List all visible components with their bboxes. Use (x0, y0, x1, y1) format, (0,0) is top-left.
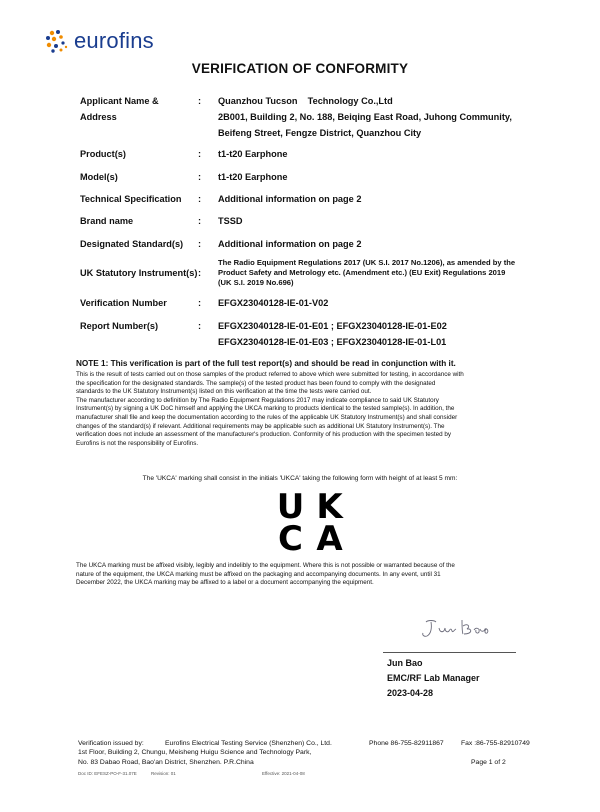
brand-label: Brand name (80, 216, 134, 226)
note-line: changes of the standard(s) if relevant. Additional requirements may be applicable such as additional UK Statutory Instrument(s). The (76, 422, 445, 430)
models-label: Model(s) (80, 172, 118, 182)
ukca-letter-k: K (316, 487, 343, 527)
eurofins-logo (44, 28, 204, 58)
note-line: standards to the UK Statutory Instrument(s) listed on this verification at the time the tests were carried out. (76, 388, 372, 396)
colon: : (198, 321, 202, 331)
applicant-address-line1: 2B001, Building 2, No. 188, Beiqing East Road, Juhong Community, (218, 112, 512, 122)
note-line: manufacturer shall file and keep the documentation according to the rules of the applicable UK Statutory Instrument(s) and shall consider (76, 413, 458, 421)
reports-label: Report Number(s) (80, 321, 159, 331)
standards-value: Additional information on page 2 (218, 239, 362, 249)
note-line: This is the result of tests carried out on those samples of the product referred to above which were submitted for testing, in accordance with (76, 371, 464, 378)
products-value: t1-t20 Earphone (218, 149, 288, 159)
eurofins-dots-icon (44, 28, 70, 54)
signer-name: Jun Bao (387, 658, 423, 668)
report-numbers-line2: EFGX23040128-IE-01-E03 ; EFGX23040128-IE-01-L01 (218, 337, 447, 347)
applicant-label-line2: Address (80, 112, 117, 122)
statutory-line1: The Radio Equipment Regulations 2017 (UK S.I. 2017 No.1206), as amended by the (218, 258, 516, 267)
note-line: verification does not include an assessment of the manufacturer's production. Conformity of his production with the specimen tested by (76, 431, 452, 439)
document-title: VERIFICATION OF CONFORMITY (191, 61, 409, 76)
applicant-label-line1: Applicant Name & (80, 96, 159, 106)
ukca-statement: The 'UKCA' marking shall consist in the initials 'UKCA' taking the following form with height of at least 5 mm: (142, 475, 458, 482)
effective-date: Effective: 2021-04-08 (262, 771, 305, 776)
statutory-label: UK Statutory Instrument(s) (80, 268, 198, 278)
note-line: Eurofins is not the responsibility of Eurofins. (76, 439, 199, 447)
colon: : (198, 216, 202, 226)
technical-label: Technical Specification (80, 194, 182, 204)
ukca-letter-c: C (278, 519, 303, 559)
reports-value (218, 318, 558, 350)
applicant-label (80, 93, 200, 125)
affix-line: nature of the equipment, the UKCA marking must be affixed on the packaging and accompanying documents. In any event, until 31 (76, 570, 441, 578)
ukca-letter-a: A (316, 519, 343, 559)
applicant-name: Quanzhou Tucson Technology Co.,Ltd (218, 96, 393, 106)
ukca-letter-u: U (276, 487, 305, 527)
colon: : (198, 298, 202, 308)
applicant-value (218, 93, 558, 141)
colon: : (198, 268, 202, 278)
fax-number: Fax :86-755-82910749 (461, 740, 530, 747)
statutory-value (218, 258, 558, 288)
signer-role: EMC/RF Lab Manager (387, 673, 480, 683)
logo-text: eurofins (74, 28, 154, 53)
note-line: The manufacturer according to definition by The Radio Equipment Regulations 2017 may indicate compliance to said UK Statutory (76, 396, 439, 404)
footer-address-line2: No. 83 Dabao Road, Bao'an District, Shenzhen. P.R.China (78, 759, 254, 766)
affix-line: The UKCA marking must be affixed visibly, legibly and indelibly to the equipment. Where this is not possible or warranted because of the (76, 562, 455, 569)
issuer-name: Eurofins Electrical Testing Service (Shenzhen) Co., Ltd. (165, 740, 332, 747)
colon: : (198, 96, 202, 106)
colon: : (198, 239, 202, 249)
statutory-line2: Product Safety and Metrology etc. (Amendment etc.) (EU Exit) Regulations 2019 (218, 268, 506, 277)
signature-date: 2023-04-28 (387, 688, 434, 698)
affix-paragraph (76, 562, 554, 588)
signature-line (383, 652, 516, 653)
note-title: NOTE 1: This verification is part of the full test report(s) and should be read in conjunction with it. (76, 359, 456, 368)
products-label: Product(s) (80, 149, 126, 159)
note-paragraph (76, 371, 554, 448)
affix-line: December 2022, the UKCA marking may be affixed to a label or a document accompanying the equipment. (76, 579, 374, 587)
page-number: Page 1 of 2 (471, 759, 506, 766)
technical-value: Additional information on page 2 (218, 194, 362, 204)
statutory-line3: (UK S.I. 2019 No.696) (218, 278, 294, 287)
handwritten-signature (418, 614, 498, 644)
colon: : (198, 194, 202, 204)
verification-number: EFGX23040128-IE-01-V02 (218, 298, 329, 308)
applicant-address-line2: Beifeng Street, Fengze District, Quanzhou City (218, 128, 422, 138)
models-value: t1-t20 Earphone (218, 172, 288, 182)
issued-by-label: Verification issued by: (78, 740, 144, 747)
revision: Revision: 01 (151, 771, 176, 776)
doc-id: Doc ID: EFESZ-PO-F-31.07E (78, 771, 137, 776)
brand-value: TSSD (218, 216, 243, 226)
report-numbers-line1: EFGX23040128-IE-01-E01 ; EFGX23040128-IE-01-E02 (218, 321, 447, 331)
verification-label: Verification Number (80, 298, 167, 308)
footer-address-line1: 1st Floor, Building 2, Chungu, Meisheng Huigu Science and Technology Park, (78, 749, 312, 756)
colon: : (198, 172, 202, 182)
note-line: the specification for the designated standards. The sample(s) of the tested product has been found to comply with the designated (76, 379, 436, 387)
ukca-mark (271, 487, 349, 559)
standards-label: Designated Standard(s) (80, 239, 184, 249)
note-line: Instrument(s) by signing a UK DoC himself and applying the UKCA marking to products identical to the tested sample(s). In addition, the (76, 405, 455, 413)
colon: : (198, 149, 202, 159)
phone-number: Phone 86-755-82911867 (369, 740, 444, 747)
